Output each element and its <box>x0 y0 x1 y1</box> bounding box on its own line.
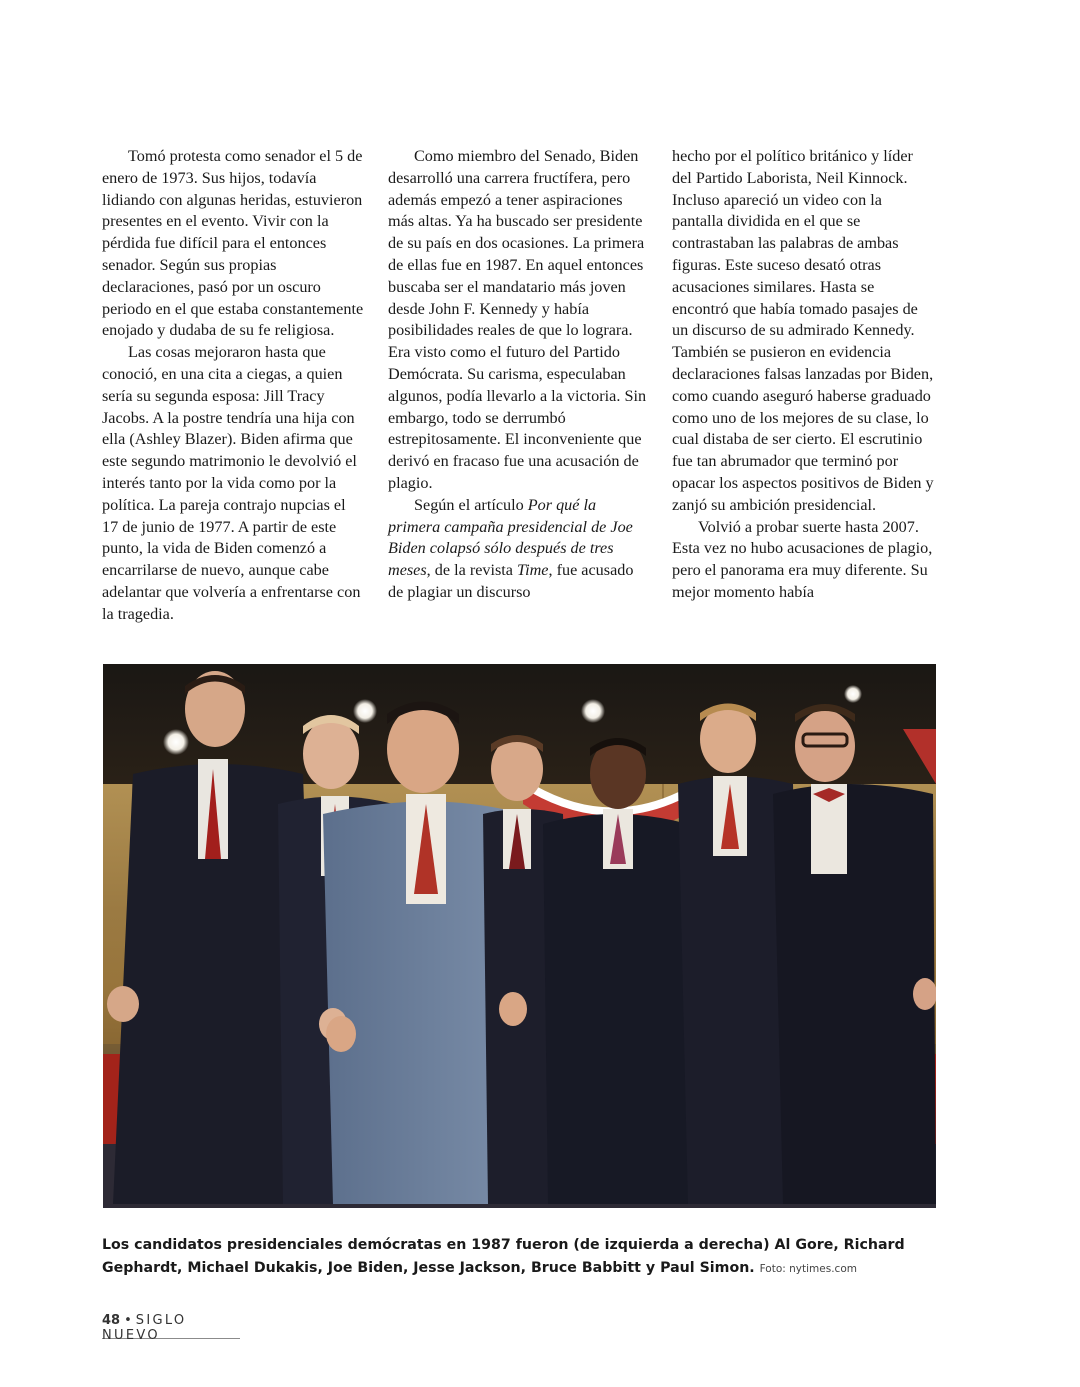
paragraph-text: , de la revista <box>426 561 518 580</box>
paragraph: Como miembro del Senado, Biden desarrolló una carrera fructífera, pero además empezó a tener aspiraciones más altas. Ya ha buscado ser presidente de su país en dos ocasiones. La primera de ellas fue en 1987. En aquel entonces buscaba ser el mandatario más joven desde John F. Kennedy y había posibilidades reales de que lo lograra. Era visto como el futuro del Partido Demócrata. Su carisma, especulaban algunos, podía llevarlo a la victoria. Sin embargo, todo se derrumbó estrepitosamente. El inconveniente que derivó en fracaso fue una acusación de plagio. <box>388 147 647 492</box>
candidates-photo <box>103 664 936 1208</box>
page-number: 48 <box>102 1313 121 1328</box>
photo-caption <box>102 1234 936 1281</box>
paragraph-text: Según el artículo <box>414 495 528 514</box>
article-title-italic: Por qué la primera campaña presidencial de Joe Biden colapsó sólo después de tres meses <box>388 495 633 580</box>
paragraph: Volvió a probar suerte hasta 2007. Esta vez no hubo acusaciones de plagio, pero el panorama era muy diferente. Su mejor momento había <box>672 517 933 601</box>
page-footer <box>102 1313 240 1343</box>
paragraph: Tomó protesta como senador el 5 de enero de 1973. Sus hijos, todavía lidiando con algunas heridas, estuvieron presentes en el evento. Vivir con la pérdida fue difícil para el entonces senador. Según sus propias declaraciones, pasó por un oscuro periodo en el que estaba constantemente enojado y dudaba de su fe religiosa. <box>102 147 364 340</box>
paragraph <box>388 495 650 604</box>
paragraph: Las cosas mejoraron hasta que conoció, en una cita a ciegas, a quien sería su segunda esposa: Jill Tracy Jacobs. A la postre tendría una hija con ella (Ashley Blazer). Biden afirma que este segundo matrimonio le devolvió el interés tanto por la vida como por la política. La pareja contrajo nupcias el 17 de junio de 1977. A partir de este punto, la vida de Biden comenzó a encarrilarse de nuevo, aunque cabe adelantar que volvería a enfrentarse con la tragedia. <box>102 343 361 623</box>
caption-text: Los candidatos presidenciales demócratas en 1987 fueron (de izquierda a derecha) Al Gore, Richard Gephardt, Michael Dukakis, Joe Biden, Jesse Jackson, Bruce Babbitt y Paul Simon. <box>102 1237 905 1276</box>
separator-dot: • <box>124 1313 132 1328</box>
paragraph: hecho por el político británico y líder del Partido Laborista, Neil Kinnock. Incluso apareció un video con la pantalla dividida en el que se contrastaban las palabras de ambas figuras. Este suceso desató otras acusaciones similares. Hasta se encontró que había tomado pasajes de un discurso de su admirado Kennedy. También se pusieron en evidencia declaraciones falsas lanzadas por Biden, como cuando aseguró haberse graduado como uno de los mejores de su clase, lo cual distaba de ser cierto. El escrutinio fue tan abrumador que terminó por opacar los aspectos positivos de Biden y zanjó su ambición presidencial. <box>672 147 934 514</box>
article-body <box>102 146 936 636</box>
photo-illustration <box>103 664 936 1208</box>
text-column-1 <box>102 146 364 626</box>
publication-name: SIGLO NUEVO <box>102 1313 187 1343</box>
photo-credit: Foto: nytimes.com <box>759 1263 857 1275</box>
paragraph-text: , fue acusado de plagiar un discurso <box>388 561 634 601</box>
text-column-2 <box>388 146 650 604</box>
text-column-3 <box>672 146 934 604</box>
magazine-name-italic: Time <box>517 561 549 580</box>
